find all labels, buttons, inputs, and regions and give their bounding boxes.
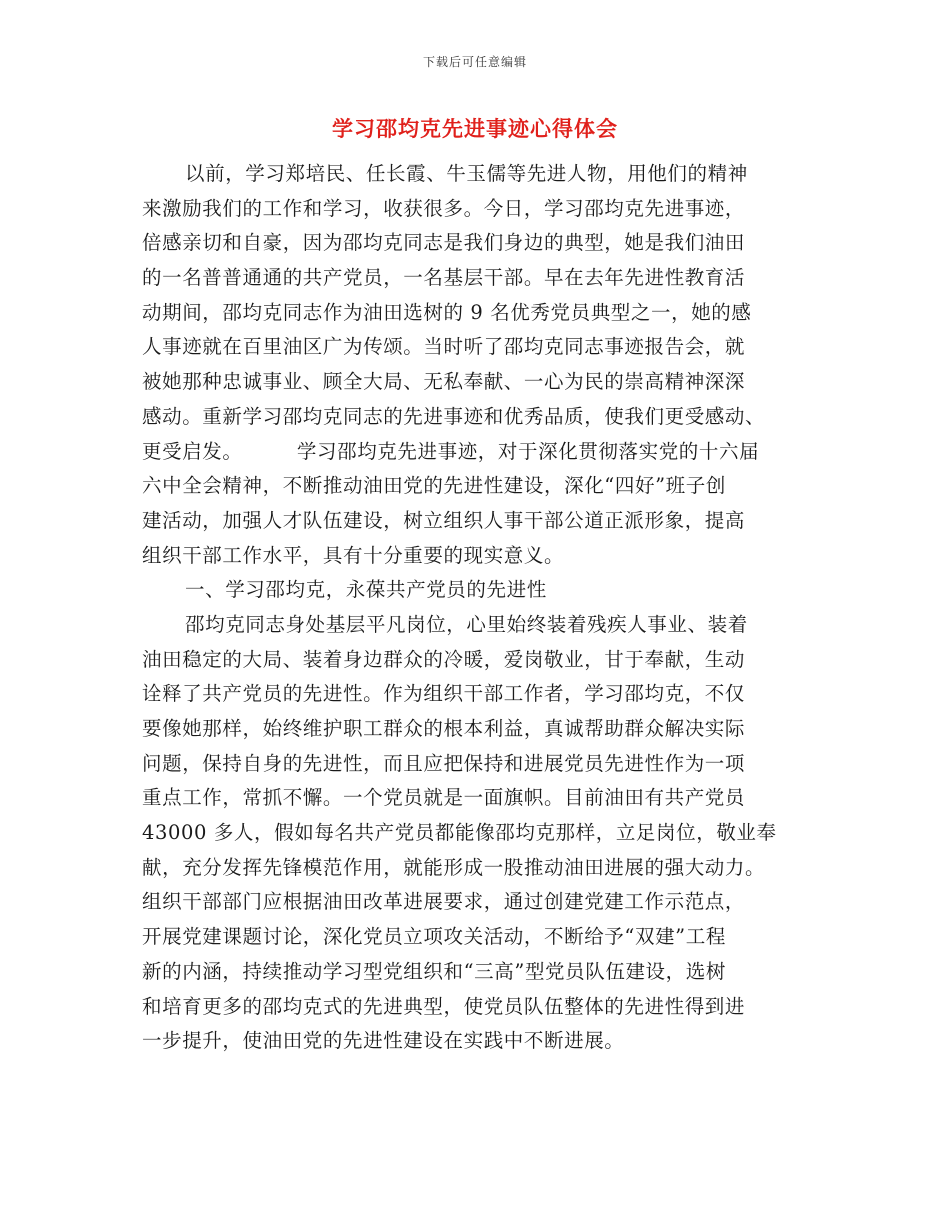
header-note: 下载后可任意编辑 [422,55,527,69]
text-line: 被她那种忠诚事业、顾全大局、无私奉献、一心为民的崇高精神深深 [142,370,746,394]
text-line: 来激励我们的工作和学习，收获很多。今日，学习邵均克先进事迹， [142,196,746,220]
document-title: 学习邵均克先进事迹心得体会 [332,116,618,141]
text-line: 和培育更多的邵均克式的先进典型，使党员队伍整体的先进性得到进 [142,994,746,1018]
document-body [142,157,812,1059]
text-line: 邵均克同志身处基层平凡岗位，心里始终装着残疾人事业、装着 [185,612,748,636]
section-heading: 一、学习邵均克，永葆共产党员的先进性 [185,578,547,602]
text-line: 倍感亲切和自豪，因为邵均克同志是我们身边的典型，她是我们油田 [142,231,746,255]
text-line: 组织干部工作水平，具有十分重要的现实意义。 [142,543,565,567]
text-line: 一步提升，使油田党的先进性建设在实践中不断进展。 [142,1029,625,1053]
text-line: 油田稳定的大局、装着身边群众的冷暖，爱岗敬业，甘于奉献，生动 [142,647,746,671]
text-line: 建活动，加强人才队伍建设，树立组织人事干部公道正派形象，提高 [142,508,746,532]
text-line: 问题，保持自身的先进性，而且应把保持和进展党员先进性作为一项 [142,751,746,775]
text-line: 六中全会精神，不断推动油田党的先进性建设，深化“四好”班子创 [142,474,726,498]
text-line: 诠释了共产党员的先进性。作为组织干部工作者，学习邵均克，不仅 [142,682,746,706]
text-line: 动期间，邵均克同志作为油田选树的 9 名优秀党员典型之一，她的感 [142,300,752,324]
text-line: 更受启发。 学习邵均克先进事迹，对于深化贯彻落实党的十六届 [142,439,760,463]
text-line: 的一名普普通通的共产党员，一名基层干部。早在去年先进性教育活 [142,266,746,290]
text-line: 献，充分发挥先锋模范作用，就能形成一股推动油田进展的强大动力。 [142,855,766,879]
text-line: 人事迹就在百里油区广为传颂。当时听了邵均克同志事迹报告会，就 [142,335,746,359]
text-line: 以前，学习郑培民、任长霞、牛玉儒等先进人物，用他们的精神 [185,162,748,185]
text-line: 新的内涵，持续推动学习型党组织和“三高”型党员队伍建设，选树 [142,959,726,983]
text-line: 要像她那样，始终维护职工群众的根本利益，真诚帮助群众解决实际 [142,717,746,740]
text-line: 43000 多人，假如每名共产党员都能像邵均克那样，立足岗位，敬业奉 [142,821,777,845]
text-line: 感动。重新学习邵均克同志的先进事迹和优秀品质，使我们更受感动、 [142,404,766,428]
text-line: 重点工作，常抓不懈。一个党员就是一面旗帜。目前油田有共产党员 [142,786,746,810]
text-line: 组织干部部门应根据油田改革进展要求，通过创建党建工作示范点， [142,890,746,914]
text-line: 开展党建课题讨论，深化党员立项攻关活动，不断给予“双建”工程 [142,925,726,949]
